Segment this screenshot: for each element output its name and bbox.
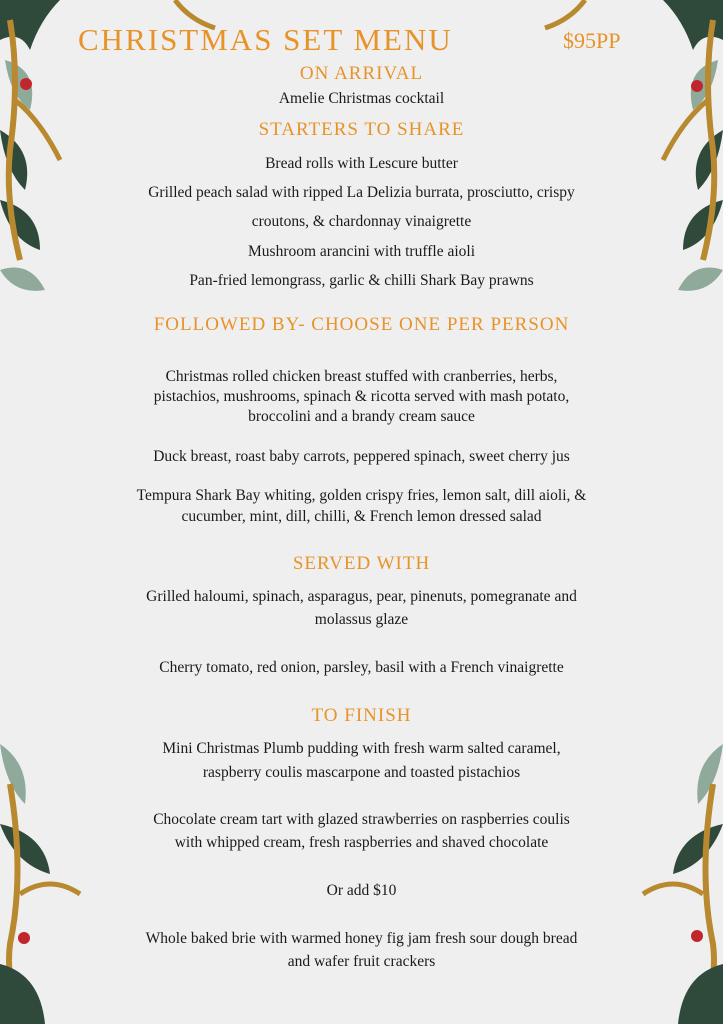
side-item: Cherry tomato, red onion, parsley, basil with a French vinaigrette	[159, 659, 564, 676]
side-item: Grilled haloumi, spinach, asparagus, pear, pinenuts, pomegranate and	[146, 588, 577, 605]
menu-title: CHRISTMAS SET MENU	[78, 22, 453, 57]
berry-icon	[18, 932, 30, 944]
section-heading-arrival: ON ARRIVAL	[299, 63, 424, 84]
dessert-item: and wafer fruit crackers	[287, 953, 436, 970]
starter-item: Bread rolls with Lescure butter	[265, 155, 458, 172]
starter-item: Pan-fried lemongrass, garlic & chilli Shark Bay prawns	[189, 272, 534, 289]
title-row	[0, 22, 723, 62]
main-item: broccolini and a brandy cream sauce	[248, 408, 475, 425]
arrival-item: Amelie Christmas cocktail	[278, 90, 445, 107]
side-item: molassus glaze	[314, 611, 409, 628]
section-heading-mains: FOLLOWED BY- CHOOSE ONE PER PERSON	[153, 314, 570, 335]
section-heading-dessert: TO FINISH	[311, 705, 412, 726]
dessert-item: Mini Christmas Plumb pudding with fresh warm salted caramel,	[162, 740, 561, 757]
section-heading-sides: SERVED WITH	[292, 553, 431, 574]
dessert-item: raspberry coulis mascarpone and toasted pistachios	[202, 764, 521, 781]
starter-item: croutons, & chardonnay vinaigrette	[251, 213, 472, 230]
starter-item: Mushroom arancini with truffle aioli	[248, 243, 475, 260]
main-item: pistachios, mushrooms, spinach & ricotta served with mash potato,	[153, 388, 570, 405]
section-heading-starters: STARTERS TO SHARE	[258, 119, 465, 140]
dessert-item: Whole baked brie with warmed honey fig jam fresh sour dough bread	[145, 930, 578, 947]
main-item: Tempura Shark Bay whiting, golden crispy fries, lemon salt, dill aioli, &	[136, 487, 587, 504]
main-item: Duck breast, roast baby carrots, peppered spinach, sweet cherry jus	[153, 448, 570, 465]
berry-icon	[691, 930, 703, 942]
dessert-item: Chocolate cream tart with glazed strawberries on raspberries coulis	[153, 811, 570, 828]
main-item: cucumber, mint, dill, chilli, & French lemon dressed salad	[181, 508, 542, 525]
addon-note: Or add $10	[326, 882, 397, 899]
main-item: Christmas rolled chicken breast stuffed with cranberries, herbs,	[165, 368, 558, 385]
dessert-item: with whipped cream, fresh raspberries and shaved chocolate	[174, 834, 549, 851]
starter-item: Grilled peach salad with ripped La Delizia burrata, prosciutto, crispy	[148, 184, 575, 201]
menu-price: $95PP	[563, 28, 621, 53]
